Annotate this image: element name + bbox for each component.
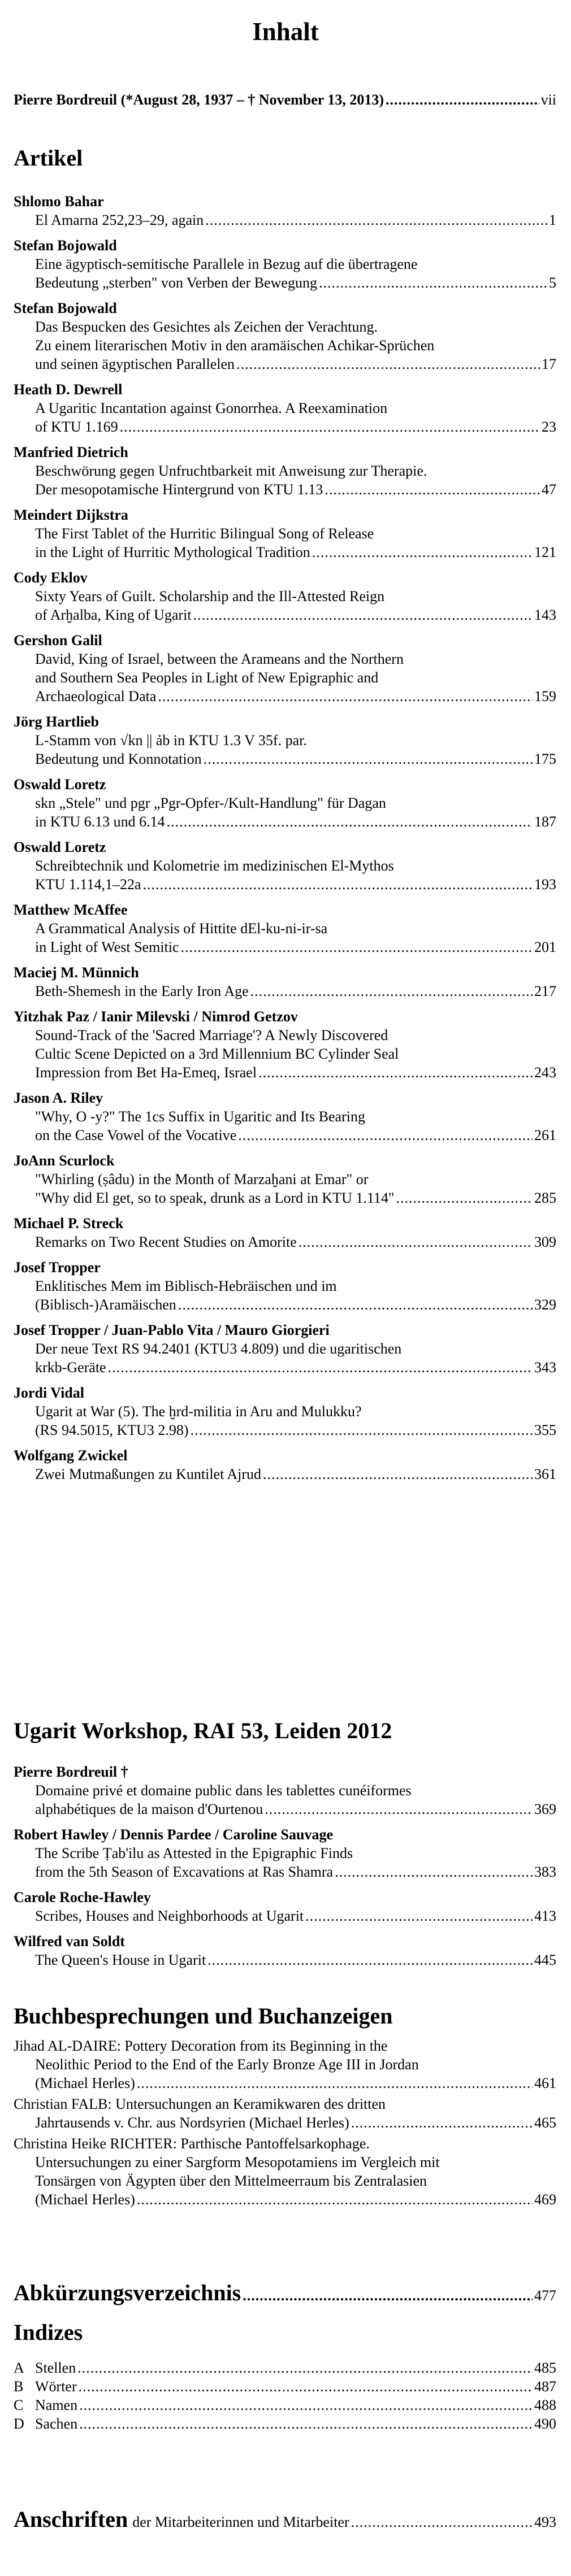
review-line: Tonsärgen von Ägypten über den Mittelmeerraum bis Zentralasien [35, 2173, 427, 2189]
page-number: 343 [534, 1359, 556, 1376]
review-first-line: Christina Heike RICHTER: Parthische Pantoffelsarkophage. [14, 2135, 370, 2152]
toc-entry [14, 192, 556, 229]
entry-title-text: in KTU 6.13 und 6.14 [35, 813, 165, 830]
toc-entry [14, 1763, 556, 1818]
entry-author: Stefan Bojowald [14, 300, 117, 316]
page-number: 121 [534, 544, 556, 560]
review-last-line [14, 2190, 556, 2209]
page-number: 187 [534, 813, 556, 830]
entry-title-line: Der neue Text RS 94.2401 (KTU3 4.809) und die ugaritischen [35, 1341, 402, 1357]
entry-title-line: skn „Stele" und pgr „Pgr-Opfer-/Kult-Handlung" für Dagan [35, 795, 386, 811]
entry-last-line [14, 812, 556, 831]
index-row [14, 2359, 556, 2377]
page-number: 143 [534, 607, 556, 623]
entry-author: Josef Tropper / Juan-Pablo Vita / Mauro Giorgieri [14, 1322, 330, 1338]
entry-author: Jason A. Riley [14, 1090, 103, 1106]
toc-entry [14, 775, 556, 831]
page-number: 217 [534, 983, 556, 999]
entry-title-text: in the Light of Hurritic Mythological Tradition [35, 544, 310, 560]
entry-title-line: Cultic Scene Depicted on a 3rd Millennium BC Cylinder Seal [35, 1046, 399, 1062]
page-title: Inhalt [252, 18, 319, 46]
entry-last-line [14, 1863, 556, 1881]
toc-entry [14, 1825, 556, 1881]
toc-entry [14, 1383, 556, 1439]
index-row [14, 2414, 556, 2433]
toc-entry [14, 1321, 556, 1377]
page-number: 490 [534, 2416, 556, 2432]
entry-author: Oswald Loretz [14, 776, 106, 793]
page-number: 355 [534, 1422, 556, 1438]
entry-title-text: El Amarna 252,23–29, again [35, 212, 204, 228]
entry-title-line: A Ugaritic Incantation against Gonorrhea. A Reexamination [35, 400, 388, 416]
entry-title-line: David, King of Israel, between the Arameans and the Northern [35, 651, 404, 667]
toc-entry [14, 443, 556, 499]
entry-author: Meindert Dijkstra [14, 507, 128, 523]
review-line: Neolithic Period to the End of the Early Bronze Age III in Jordan [35, 2056, 419, 2073]
entry-title-text: Bedeutung „sterben" von Verben der Bewegung [35, 275, 317, 291]
entry-title-text: alphabétiques de la maison d'Ourtenou [35, 1801, 263, 1817]
entry-last-line [14, 1126, 556, 1145]
entry-author: Josef Tropper [14, 1259, 101, 1276]
page-number: 329 [534, 1296, 556, 1313]
entry-title-text: Remarks on Two Recent Studies on Amorite [35, 1234, 297, 1250]
abk-entry [14, 2279, 556, 2309]
entry-author: Cody Eklov [14, 569, 88, 586]
index-label: Namen [35, 2397, 78, 2413]
entry-author: Carole Roche-Hawley [14, 1889, 151, 1905]
entry-last-line [14, 1233, 556, 1251]
entry-author: Jordi Vidal [14, 1385, 84, 1401]
entry-title-line: "Why, O -y?" The 1cs Suffix in Ugaritic and Its Bearing [35, 1108, 365, 1125]
review-last-text: (Michael Herles) [35, 2191, 135, 2208]
page-number: 487 [534, 2378, 556, 2395]
page-number: 193 [534, 876, 556, 893]
entry-last-line [14, 417, 556, 436]
entry-last-line [14, 1063, 556, 1082]
page-number: 477 [534, 2287, 556, 2304]
index-letter: D [14, 2416, 24, 2432]
anschriften-entry [14, 2506, 556, 2533]
toc-entry [14, 568, 556, 624]
entry-title-line: Sixty Years of Guilt. Scholarship and the Ill-Attested Reign [35, 588, 385, 604]
page-number: 201 [534, 939, 556, 955]
entry-title-text: Impression from Bet Ha-Emeq, Israel [35, 1064, 257, 1081]
index-row [14, 2396, 556, 2414]
review-entry [14, 2134, 556, 2209]
entry-title-text: KTU 1.114,1–22a [35, 876, 141, 893]
entry-last-line [14, 750, 556, 768]
page-number: 461 [534, 2075, 556, 2091]
index-letter: B [14, 2378, 24, 2395]
memorial-text: Pierre Bordreuil (*August 28, 1937 – † November 13, 2013) [14, 92, 384, 108]
entry-author: Oswald Loretz [14, 839, 106, 855]
page-number: 488 [534, 2397, 556, 2413]
entry-title-line: Eine ägyptisch-semitische Parallele in Bezug auf die übertragene [35, 256, 418, 272]
entry-title-text: in Light of West Semitic [35, 939, 179, 955]
entry-last-line [14, 606, 556, 624]
page-number: 413 [534, 1908, 556, 1924]
page-number: 369 [534, 1801, 556, 1817]
entry-last-line [14, 355, 556, 373]
entry-title-line: The Scribe Ṭab'ilu as Attested in the Epigraphic Finds [35, 1845, 353, 1861]
page-number: 243 [534, 1064, 556, 1081]
entry-title-line: Beschwörung gegen Unfruchtbarkeit mit Anweisung zur Therapie. [35, 463, 427, 479]
entry-title-line: The First Tablet of the Hurritic Bilingual Song of Release [35, 525, 374, 542]
entry-author: Manfried Dietrich [14, 444, 128, 460]
entry-title-line: Zu einem literarischen Motiv in den aramäischen Achikar-Sprüchen [35, 337, 435, 354]
entry-title-line: Schreibtechnik und Kolometrie im medizinischen El-Mythos [35, 858, 394, 874]
page-number: 445 [534, 1952, 556, 1968]
entry-author: JoAnn Scurlock [14, 1152, 115, 1169]
entry-title-text: from the 5th Season of Excavations at Ras Shamra [35, 1864, 334, 1880]
entry-last-line [14, 687, 556, 706]
section-heading-buch: Buchbesprechungen und Buchanzeigen [14, 2003, 393, 2029]
entry-last-line [14, 982, 556, 1000]
index-entries [14, 2359, 556, 2433]
entry-title-line: and Southern Sea Peoples in Light of New Epigraphic and [35, 669, 379, 686]
entry-author: Maciej M. Münnich [14, 964, 139, 981]
anschriften-rest: der Mitarbeiterinnen und Mitarbeiter [132, 2514, 349, 2530]
index-row [14, 2377, 556, 2396]
entry-last-line [14, 1295, 556, 1314]
review-line: Untersuchungen zu einer Sargform Mesopotamiens im Vergleich mit [35, 2154, 440, 2170]
entry-last-line [14, 211, 556, 229]
entry-last-line [14, 1358, 556, 1377]
entry-title-line: Enklitisches Mem im Biblisch-Hebräischen und im [35, 1278, 337, 1294]
toc-entry [14, 631, 556, 706]
anschriften-heading: Anschriften [14, 2507, 128, 2532]
toc-entry [14, 506, 556, 562]
page-number: 261 [534, 1127, 556, 1143]
entry-last-line [14, 1421, 556, 1439]
toc-entry [14, 380, 556, 436]
page-number: 175 [534, 751, 556, 767]
page-number: 465 [534, 2114, 556, 2131]
entry-last-line [14, 1907, 556, 1925]
entry-title-text: of KTU 1.169 [35, 419, 118, 435]
index-letter: A [14, 2360, 24, 2376]
page-number: 493 [534, 2514, 556, 2530]
entry-author: Pierre Bordreuil † [14, 1764, 128, 1780]
entry-last-line [14, 875, 556, 894]
toc-entry [14, 900, 556, 956]
index-label: Wörter [35, 2378, 77, 2395]
entry-title-text: Der mesopotamische Hintergrund von KTU 1.13 [35, 481, 323, 498]
entry-title-line: "Whirling (ṣâdu) in the Month of Marzaḫani at Emar" or [35, 1171, 369, 1187]
section-heading-artikel: Artikel [14, 145, 83, 171]
toc-entry [14, 1888, 556, 1925]
review-last-text: (Michael Herles) [35, 2075, 135, 2091]
toc-entry [14, 1089, 556, 1145]
review-entry [14, 2095, 556, 2132]
entry-last-line [14, 273, 556, 292]
page-number: 17 [542, 356, 556, 372]
entry-title-text: Archaeological Data [35, 688, 157, 704]
index-label: Sachen [35, 2416, 78, 2432]
entry-author: Heath D. Dewrell [14, 381, 123, 398]
abk-heading: Abkürzungsverzeichnis [14, 2280, 241, 2305]
entry-title-line: Das Bespucken des Gesichtes als Zeichen der Verachtung. [35, 319, 378, 335]
entry-title-text: krkb-Geräte [35, 1359, 106, 1376]
toc-entry [14, 1214, 556, 1251]
toc-entry [14, 1932, 556, 1969]
page-number: 5 [549, 275, 556, 291]
toc-entry [14, 1007, 556, 1082]
section-heading-indizes: Indizes [14, 2320, 83, 2345]
entry-title-text: Beth-Shemesh in the Early Iron Age [35, 983, 249, 999]
page-number: 159 [534, 688, 556, 704]
entry-author: Yitzhak Paz / Ianir Milevski / Nimrod Getzov [14, 1008, 298, 1025]
entry-title-line: L-Stamm von √kn || ảb in KTU 1.3 V 35f. par. [35, 732, 307, 749]
entry-author: Jörg Hartlieb [14, 713, 99, 730]
page-number: 469 [534, 2191, 556, 2208]
toc-entry [14, 1258, 556, 1314]
entry-title-line: Ugarit at War (5). The ḫrd-militia in Aru and Mulukku? [35, 1403, 362, 1420]
section-heading-workshop: Ugarit Workshop, RAI 53, Leiden 2012 [14, 1718, 392, 1743]
entry-title-text: "Why did El get, so to speak, drunk as a Lord in KTU 1.114" [35, 1190, 395, 1206]
memorial-entry [14, 90, 556, 109]
entry-author: Shlomo Bahar [14, 193, 104, 210]
entry-title-text: (Biblisch-)Aramäischen [35, 1296, 176, 1313]
entry-author: Wilfred van Soldt [14, 1933, 125, 1950]
entry-last-line [14, 1800, 556, 1818]
entry-last-line [14, 1465, 556, 1483]
entry-author: Matthew McAffee [14, 902, 128, 918]
page-number: vii [540, 92, 556, 108]
entry-last-line [14, 543, 556, 562]
entry-title-text: und seinen ägyptischen Parallelen [35, 356, 235, 372]
entry-author: Robert Hawley / Dennis Pardee / Caroline Sauvage [14, 1826, 333, 1843]
review-first-line: Christian FALB: Untersuchungen an Keramikwaren des dritten [14, 2096, 386, 2112]
entry-title-text: on the Case Vowel of the Vocative [35, 1127, 237, 1143]
index-label: Stellen [35, 2360, 76, 2376]
toc-entry [14, 1446, 556, 1483]
page-number: 47 [542, 481, 556, 498]
toc-entry [14, 712, 556, 768]
entry-title-text: (RS 94.5015, KTU3 2.98) [35, 1422, 189, 1438]
toc-entry [14, 299, 556, 373]
entry-title-line: Domaine privé et domaine public dans les tablettes cunéiformes [35, 1782, 412, 1799]
entry-author: Wolfgang Zwickel [14, 1447, 128, 1464]
entry-author: Stefan Bojowald [14, 237, 117, 254]
entry-author: Gershon Galil [14, 632, 102, 649]
page-number: 23 [542, 419, 556, 435]
page-number: 1 [549, 212, 556, 228]
entry-title-text: Scribes, Houses and Neighborhoods at Ugarit [35, 1908, 304, 1924]
entry-last-line [14, 1951, 556, 1969]
entry-title-line: A Grammatical Analysis of Hittite dEl-ku-ni-ir-sa [35, 920, 328, 937]
review-last-line [14, 2113, 556, 2132]
page-number: 361 [534, 1466, 556, 1482]
toc-entry [14, 236, 556, 292]
toc-entry [14, 963, 556, 1000]
entry-last-line [14, 1189, 556, 1207]
page-number: 309 [534, 1234, 556, 1250]
index-letter: C [14, 2397, 24, 2413]
entry-title-text: Bedeutung und Konnotation [35, 751, 202, 767]
review-first-line: Jihad AL-DAIRE: Pottery Decoration from its Beginning in the [14, 2038, 388, 2054]
review-last-line [14, 2074, 556, 2092]
toc-entry [14, 1151, 556, 1207]
toc-entry [14, 838, 556, 894]
entry-title-text: The Queen's House in Ugarit [35, 1952, 206, 1968]
entry-title-line: Sound-Track of the 'Sacred Marriage'? A Newly Discovered [35, 1027, 388, 1043]
review-entry [14, 2037, 556, 2092]
entry-title-text: of Arḫalba, King of Ugarit [35, 607, 192, 623]
entry-author: Michael P. Streck [14, 1215, 124, 1232]
review-last-text: Jahrtausends v. Chr. aus Nordsyrien (Michael Herles) [35, 2114, 349, 2131]
entry-title-text: Zwei Mutmaßungen zu Kuntilet Ajrud [35, 1466, 262, 1482]
entry-last-line [14, 480, 556, 499]
page-number: 383 [534, 1864, 556, 1880]
page-number: 285 [534, 1190, 556, 1206]
entry-last-line [14, 938, 556, 956]
page-number: 485 [534, 2360, 556, 2376]
